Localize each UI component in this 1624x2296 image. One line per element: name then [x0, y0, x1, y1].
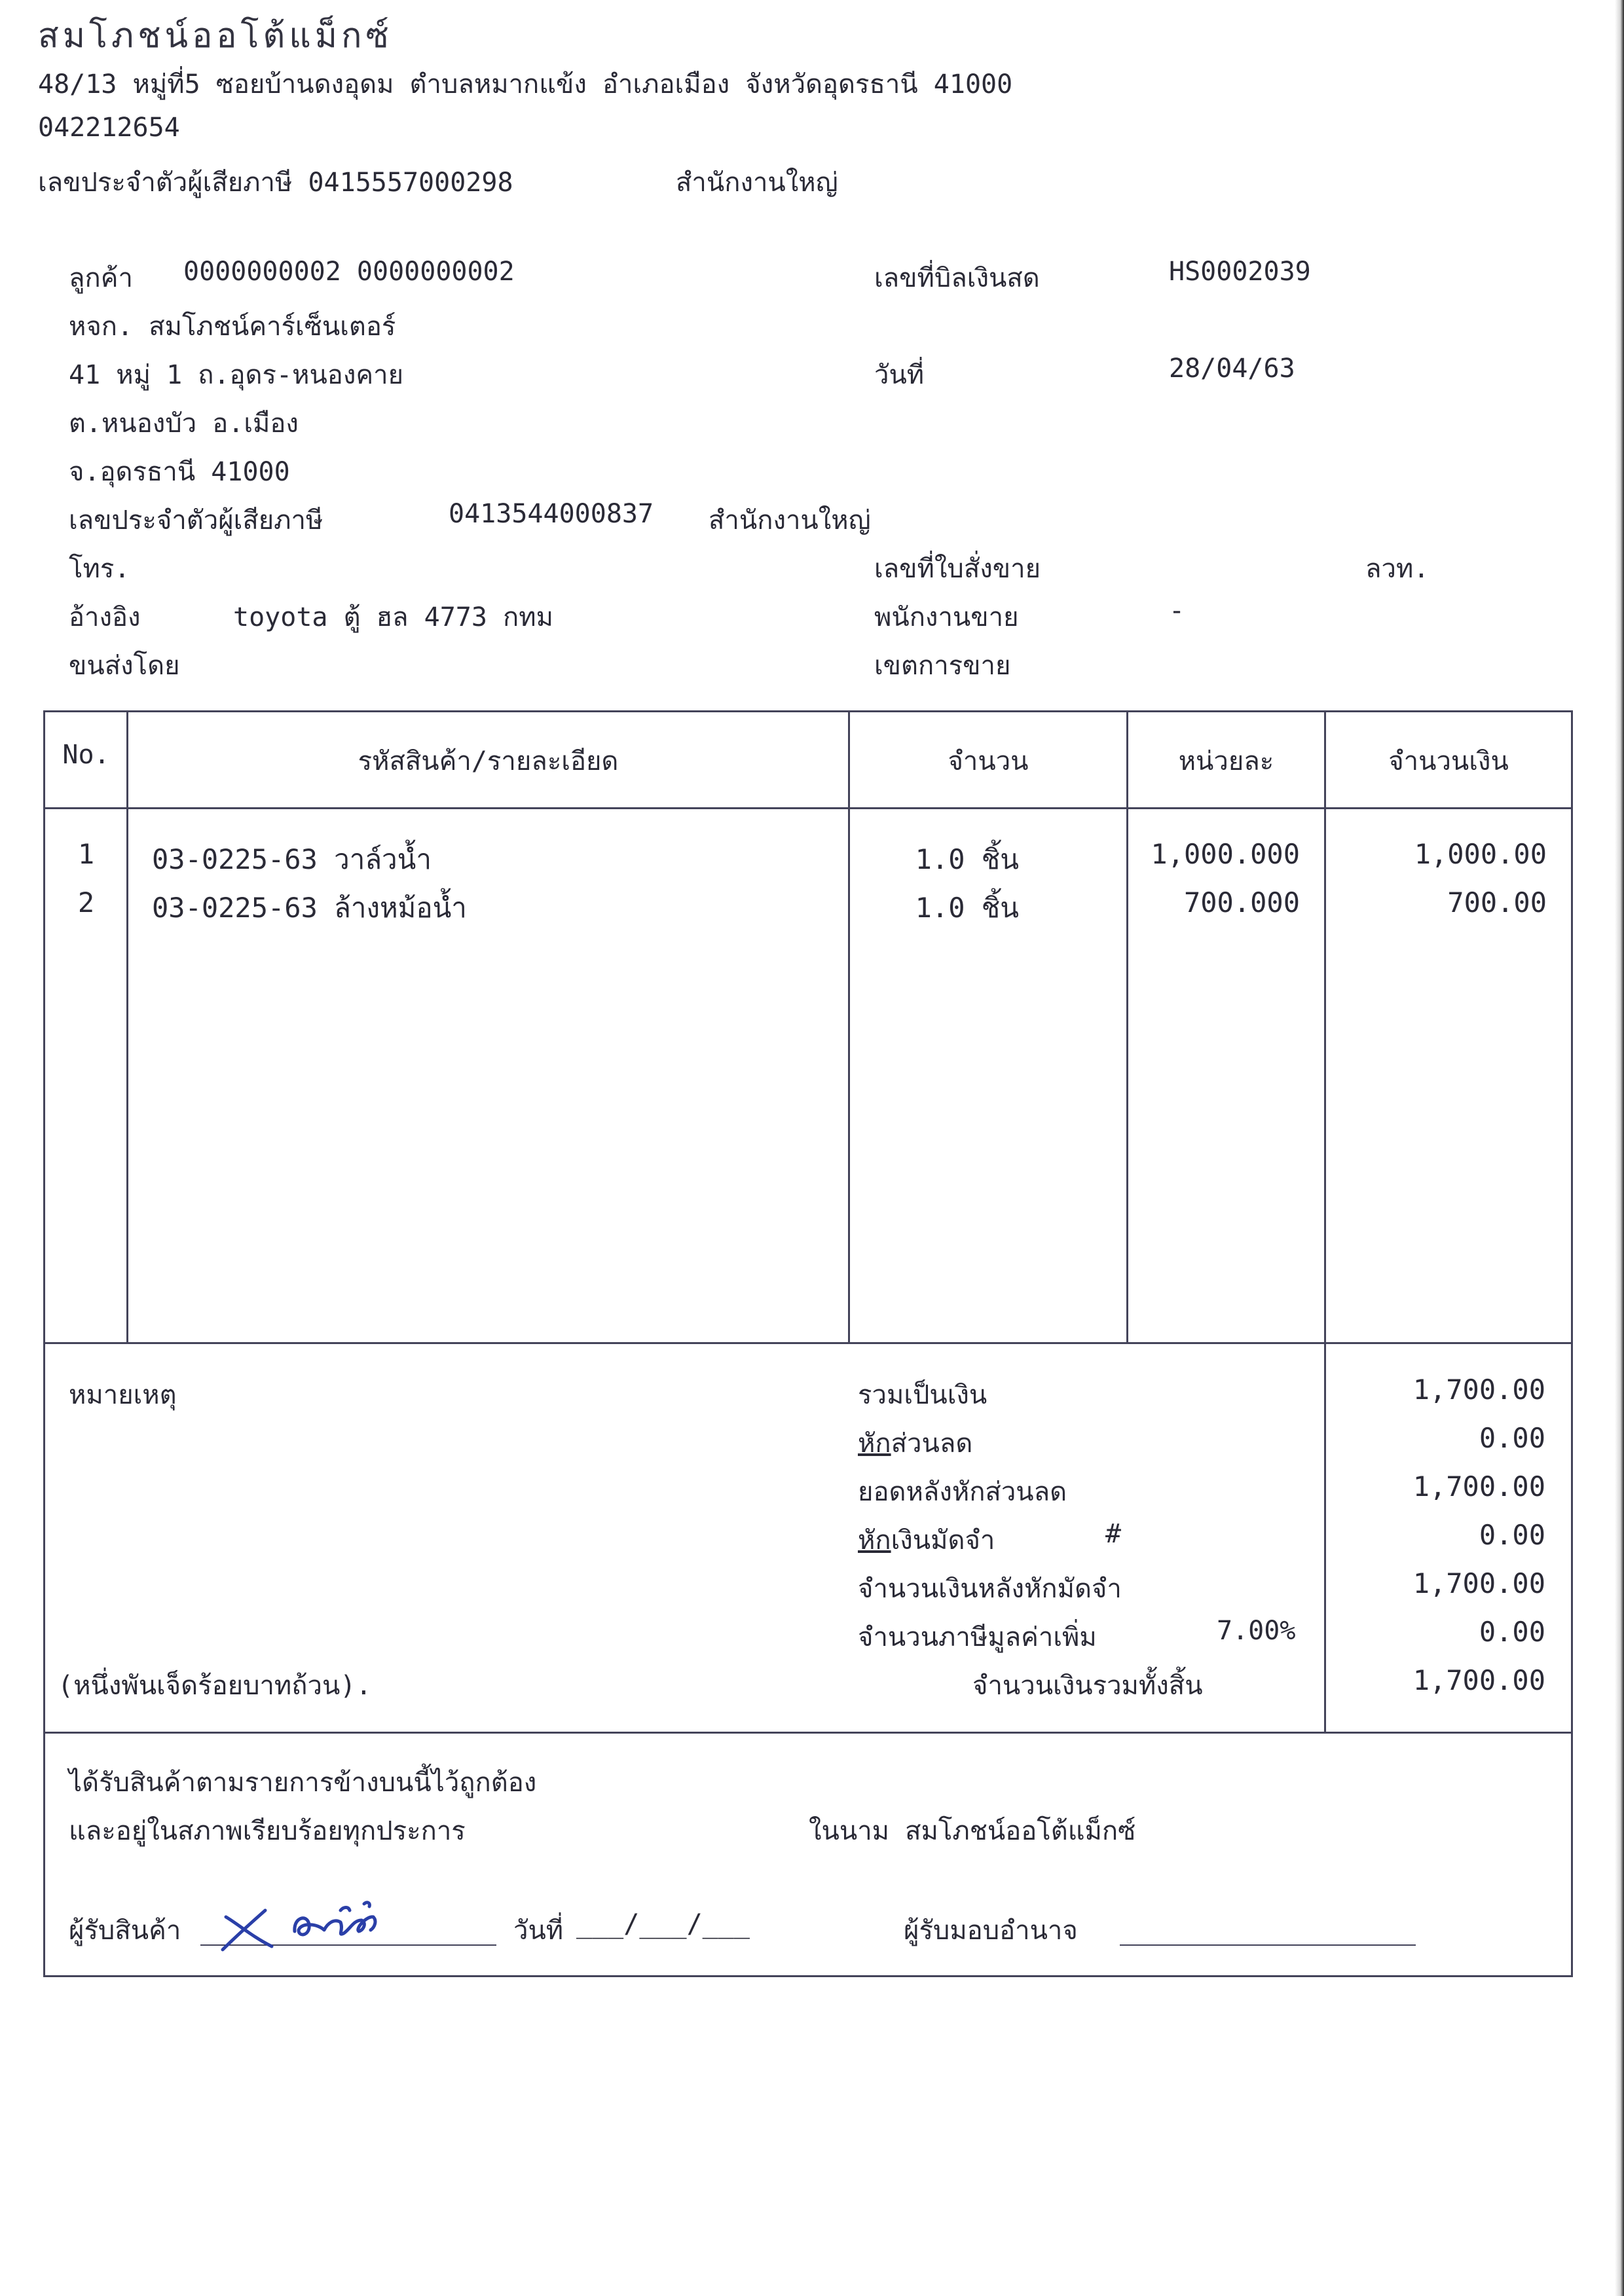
- receiver-label: ผู้รับสินค้า: [69, 1916, 181, 1946]
- customer-label: ลูกค้า: [69, 263, 133, 293]
- row-no: 2: [77, 886, 95, 919]
- discount-label: [858, 1422, 972, 1464]
- customer-name: หจก. สมโภชน์คาร์เซ็นเตอร์: [69, 312, 396, 342]
- bill-date: 28/04/63: [1169, 354, 1295, 384]
- customer-address-3: จ.อุดรธานี 41000: [69, 457, 290, 487]
- company-branch: สำนักงานใหญ่: [676, 168, 838, 198]
- bill-number: HS0002039: [1169, 257, 1311, 287]
- sales-area-label: เขตการขาย: [874, 651, 1011, 681]
- discount-text: ส่วนลด: [891, 1429, 973, 1459]
- row-amount: 1,000.00: [1414, 838, 1547, 870]
- after-deposit-label: จำนวนเงินหลังหักมัดจำ: [858, 1574, 1122, 1604]
- bill-date-label: วันที่: [874, 360, 925, 390]
- col-divider-qty: [1126, 710, 1128, 1343]
- col-divider-desc: [848, 710, 850, 1343]
- row-quantity: 1.0 ชิ้น: [915, 843, 1019, 875]
- table-header-divider: [43, 807, 1573, 809]
- bill-number-label: เลขที่บิลเงินสด: [874, 263, 1040, 293]
- received-statement-line-1: ได้รับสินค้าตามรายการข้างบนนี้ไว้ถูกต้อง: [69, 1768, 537, 1798]
- company-address: 48/13 หมู่ที่5 ซอยบ้านดงอุดม ตำบลหมากแข้ง อำเภอเมือง จังหวัดอุดรธานี 41000: [38, 69, 1013, 100]
- subtotal-value: 1,700.00: [1412, 1374, 1545, 1406]
- amount-in-words: (หนึ่งพันเจ็ดร้อยบาทถ้วน).: [58, 1671, 372, 1701]
- company-name: สมโภชน์ออโต้แม็กซ์: [38, 16, 393, 56]
- subtotal-label: รวมเป็นเงิน: [858, 1380, 987, 1410]
- sales-order-extra: ลวท.: [1365, 554, 1430, 584]
- received-statement-line-2: และอยู่ในสภาพเรียบร้อยทุกประการ: [69, 1816, 466, 1846]
- vat-rate: 7.00%: [1217, 1616, 1296, 1646]
- after-deposit-value: 1,700.00: [1412, 1567, 1545, 1599]
- customer-address-1: 41 หมู่ 1 ถ.อุดร-หนองคาย: [69, 360, 404, 390]
- grand-total-value: 1,700.00: [1412, 1664, 1545, 1696]
- on-behalf-of: ในนาม สมโภชน์ออโต้แม็กซ์: [809, 1816, 1136, 1846]
- authorized-signature-line: [1120, 1944, 1416, 1946]
- table-body-divider: [43, 1342, 1573, 1344]
- salesperson-label: พนักงานขาย: [874, 602, 1019, 632]
- header-amount: จำนวนเงิน: [1388, 746, 1509, 776]
- remark-label: หมายเหตุ: [69, 1380, 177, 1410]
- row-unit-price: 700.000: [1183, 886, 1300, 919]
- salesperson-value: -: [1169, 596, 1185, 626]
- company-tax-id: เลขประจำตัวผู้เสียภาษี 0415557000298: [38, 168, 513, 198]
- deposit-text: เงินมัดจำ: [891, 1525, 995, 1556]
- customer-tax-label: เลขประจำตัวผู้เสียภาษี: [69, 505, 323, 536]
- header-no: No.: [62, 740, 110, 770]
- row-amount: 700.00: [1447, 886, 1547, 919]
- customer-code: 0000000002 0000000002: [183, 257, 515, 287]
- authorized-label: ผู้รับมอบอำนาจ: [904, 1916, 1078, 1946]
- col-divider-no: [126, 710, 128, 1343]
- row-quantity: 1.0 ชิ้น: [915, 892, 1019, 924]
- vat-value: 0.00: [1479, 1616, 1545, 1648]
- customer-branch: สำนักงานใหญ่: [709, 505, 871, 536]
- discount-value: 0.00: [1479, 1422, 1545, 1454]
- reference-value: toyota ตู้ ฮล 4773 กทม: [233, 602, 554, 632]
- deposit-value: 0.00: [1479, 1519, 1545, 1551]
- customer-address-2: ต.หนองบัว อ.เมือง: [69, 409, 299, 439]
- row-description: 03-0225-63 ล้างหม้อน้ำ: [152, 892, 467, 924]
- table-bottom-border: [43, 1975, 1573, 1977]
- header-unit-price: หน่วยละ: [1178, 746, 1274, 776]
- receive-date-blank: ___/___/___: [576, 1909, 750, 1939]
- table-top-border: [43, 710, 1573, 712]
- row-description: 03-0225-63 วาล์วน้ำ: [152, 843, 432, 875]
- handwritten-signature: [210, 1884, 399, 1963]
- company-phone: 042212654: [38, 113, 180, 143]
- discount-prefix: หัก: [858, 1429, 891, 1459]
- totals-bottom-border: [43, 1732, 1573, 1734]
- header-quantity: จำนวน: [948, 746, 1029, 776]
- customer-phone-label: โทร.: [69, 554, 130, 584]
- shipping-label: ขนส่งโดย: [69, 651, 180, 681]
- sales-order-label: เลขที่ใบสั่งขาย: [874, 554, 1041, 584]
- after-discount-value: 1,700.00: [1412, 1470, 1545, 1503]
- row-unit-price: 1,000.000: [1151, 838, 1300, 870]
- scan-edge-shadow: [1615, 0, 1624, 2296]
- after-discount-label: ยอดหลังหักส่วนลด: [858, 1477, 1067, 1507]
- row-no: 1: [77, 838, 95, 870]
- customer-tax-id: 0413544000837: [449, 499, 654, 529]
- header-description: รหัสสินค้า/รายละเอียด: [358, 746, 619, 776]
- grand-total-label: จำนวนเงินรวมทั้งสิ้น: [972, 1671, 1203, 1701]
- vat-label: จำนวนภาษีมูลค่าเพิ่ม: [858, 1622, 1097, 1652]
- receive-date-label: วันที่: [513, 1916, 564, 1946]
- deposit-prefix: หัก: [858, 1525, 891, 1556]
- deposit-label: [858, 1519, 995, 1561]
- reference-label: อ้างอิง: [69, 602, 141, 632]
- deposit-hash: #: [1105, 1519, 1122, 1549]
